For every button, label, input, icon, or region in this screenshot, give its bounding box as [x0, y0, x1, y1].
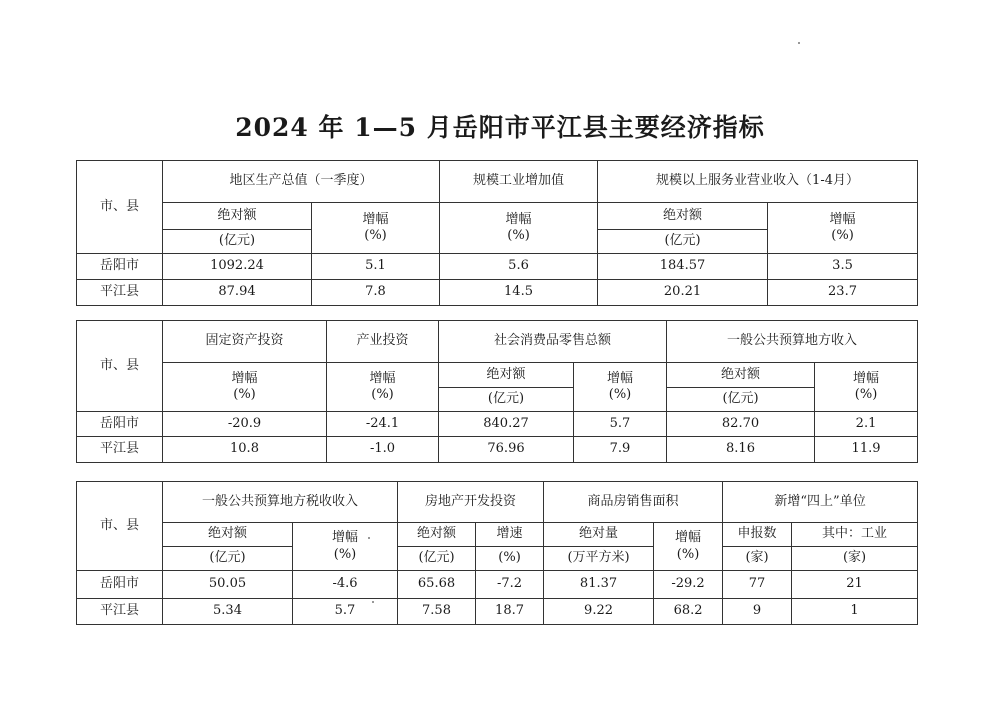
subheader-abs-label: 绝对额: [163, 523, 293, 547]
row-header-label: 市、县: [77, 482, 163, 571]
data-cell: -1.0: [327, 437, 439, 463]
data-cell: 3.5: [768, 254, 918, 280]
subheader-speed-unit: (%): [476, 547, 544, 571]
col-header-retail-sales: 社会消费品零售总额: [439, 321, 667, 363]
data-cell: 9: [723, 599, 792, 625]
data-cell: 1: [792, 599, 918, 625]
table-row: [77, 412, 918, 437]
data-cell: -4.6: [293, 571, 398, 599]
subheader-abs-unit: (亿元): [667, 388, 815, 412]
subheader-industry-label: 其中：工业: [792, 523, 918, 547]
subheader-growth: [327, 363, 439, 412]
data-cell: 5.34: [163, 599, 293, 625]
growth-label: 增幅: [675, 530, 702, 546]
data-cell: 5.7: [293, 599, 398, 625]
indicator-table-1: [76, 160, 918, 306]
data-cell: -7.2: [476, 571, 544, 599]
col-header-housing-sales-area: 商品房销售面积: [544, 482, 723, 523]
scan-speck: [798, 42, 800, 44]
col-header-industrial-value-added: 规模工业增加值: [440, 161, 598, 203]
growth-unit: (%): [608, 387, 632, 402]
subheader-growth: [574, 363, 667, 412]
subheader-growth: [163, 363, 327, 412]
subheader-abs-unit: (亿元): [163, 230, 312, 254]
growth-unit: (%): [333, 546, 357, 562]
growth-label: 增幅: [231, 370, 258, 386]
subheader-growth: [312, 203, 440, 254]
row-header-label: 市、县: [77, 161, 163, 254]
data-cell: 82.70: [667, 412, 815, 437]
growth-unit: (%): [507, 228, 530, 243]
data-cell: 76.96: [439, 437, 574, 463]
subheader-growth: [293, 523, 398, 571]
subheader-abs-label: 绝对额: [439, 363, 574, 388]
data-cell: 81.37: [544, 571, 654, 599]
data-cell: -20.9: [163, 412, 327, 437]
data-cell: 50.05: [163, 571, 293, 599]
table-row: [77, 437, 918, 463]
data-cell: 840.27: [439, 412, 574, 437]
growth-unit: (%): [233, 387, 256, 402]
subheader-abs-unit: (亿元): [163, 547, 293, 571]
row-name: 平江县: [77, 599, 163, 625]
subheader-declared-label: 申报数: [723, 523, 792, 547]
subheader-growth: [654, 523, 723, 571]
data-cell: 5.1: [312, 254, 440, 280]
data-cell: 7.9: [574, 437, 667, 463]
data-cell: 11.9: [815, 437, 918, 463]
data-cell: 7.58: [398, 599, 476, 625]
subheader-abs-unit: (亿元): [398, 547, 476, 571]
subheader-growth: [815, 363, 918, 412]
growth-unit: (%): [831, 228, 854, 243]
col-header-gdp: 地区生产总值（一季度）: [163, 161, 440, 203]
subheader-abs-label: 绝对额: [598, 203, 768, 230]
data-cell: 23.7: [768, 280, 918, 306]
col-header-tax-revenue: 一般公共预算地方税收收入: [163, 482, 398, 523]
data-cell: 68.2: [654, 599, 723, 625]
col-header-industry-investment: 产业投资: [327, 321, 439, 363]
subheader-abs-unit: (亿元): [439, 388, 574, 412]
growth-unit: (%): [854, 387, 878, 402]
data-cell: 20.21: [598, 280, 768, 306]
subheader-abs-unit: (亿元): [598, 230, 768, 254]
row-name: 平江县: [77, 437, 163, 463]
indicator-table-2: [76, 320, 918, 463]
col-header-new-units: 新增“四上”单位: [723, 482, 918, 523]
data-cell: 9.22: [544, 599, 654, 625]
growth-label: 增幅: [607, 370, 634, 386]
data-cell: 184.57: [598, 254, 768, 280]
indicator-table-3: [76, 481, 918, 625]
data-cell: 1092.24: [163, 254, 312, 280]
growth-label: 增幅: [362, 211, 389, 227]
row-name: 岳阳市: [77, 571, 163, 599]
data-cell: 18.7: [476, 599, 544, 625]
growth-label: 增幅: [369, 370, 396, 386]
table-row: [77, 571, 918, 599]
data-cell: 87.94: [163, 280, 312, 306]
data-cell: 14.5: [440, 280, 598, 306]
subheader-abs-label: 绝对额: [163, 203, 312, 230]
growth-unit: (%): [364, 228, 387, 243]
table-row: [77, 599, 918, 625]
page-title: 2024 年 1—5 月岳阳市平江县主要经济指标: [235, 113, 765, 142]
data-cell: 2.1: [815, 412, 918, 437]
col-header-fixed-asset-investment: 固定资产投资: [163, 321, 327, 363]
subheader-growth: [440, 203, 598, 254]
row-name: 岳阳市: [77, 412, 163, 437]
subheader-abs-label: 绝对额: [667, 363, 815, 388]
data-cell: 10.8: [163, 437, 327, 463]
growth-unit: (%): [676, 546, 700, 562]
table-row: [77, 254, 918, 280]
row-name: 平江县: [77, 280, 163, 306]
subheader-abs-qty-label: 绝对量: [544, 523, 654, 547]
growth-label: 增幅: [829, 211, 856, 227]
scan-speck: [368, 537, 370, 539]
growth-label: 增幅: [853, 370, 880, 386]
growth-label: 增幅: [332, 530, 359, 546]
data-cell: 8.16: [667, 437, 815, 463]
data-cell: 65.68: [398, 571, 476, 599]
data-cell: -29.2: [654, 571, 723, 599]
growth-label: 增幅: [505, 211, 532, 227]
data-cell: 5.6: [440, 254, 598, 280]
col-header-public-budget-revenue: 一般公共预算地方收入: [667, 321, 918, 363]
data-cell: 7.8: [312, 280, 440, 306]
col-header-real-estate-investment: 房地产开发投资: [398, 482, 544, 523]
col-header-service-revenue: 规模以上服务业营业收入（1-4月）: [598, 161, 918, 203]
scan-speck: [372, 601, 374, 603]
data-cell: -24.1: [327, 412, 439, 437]
subheader-count-unit: (家): [792, 547, 918, 571]
table-row: [77, 280, 918, 306]
subheader-count-unit: (家): [723, 547, 792, 571]
data-cell: 21: [792, 571, 918, 599]
data-cell: 77: [723, 571, 792, 599]
row-name: 岳阳市: [77, 254, 163, 280]
data-cell: 5.7: [574, 412, 667, 437]
subheader-speed-label: 增速: [476, 523, 544, 547]
subheader-growth: [768, 203, 918, 254]
subheader-abs-label: 绝对额: [398, 523, 476, 547]
row-header-label: 市、县: [77, 321, 163, 412]
growth-unit: (%): [371, 387, 394, 402]
subheader-area-unit: (万平方米): [544, 547, 654, 571]
